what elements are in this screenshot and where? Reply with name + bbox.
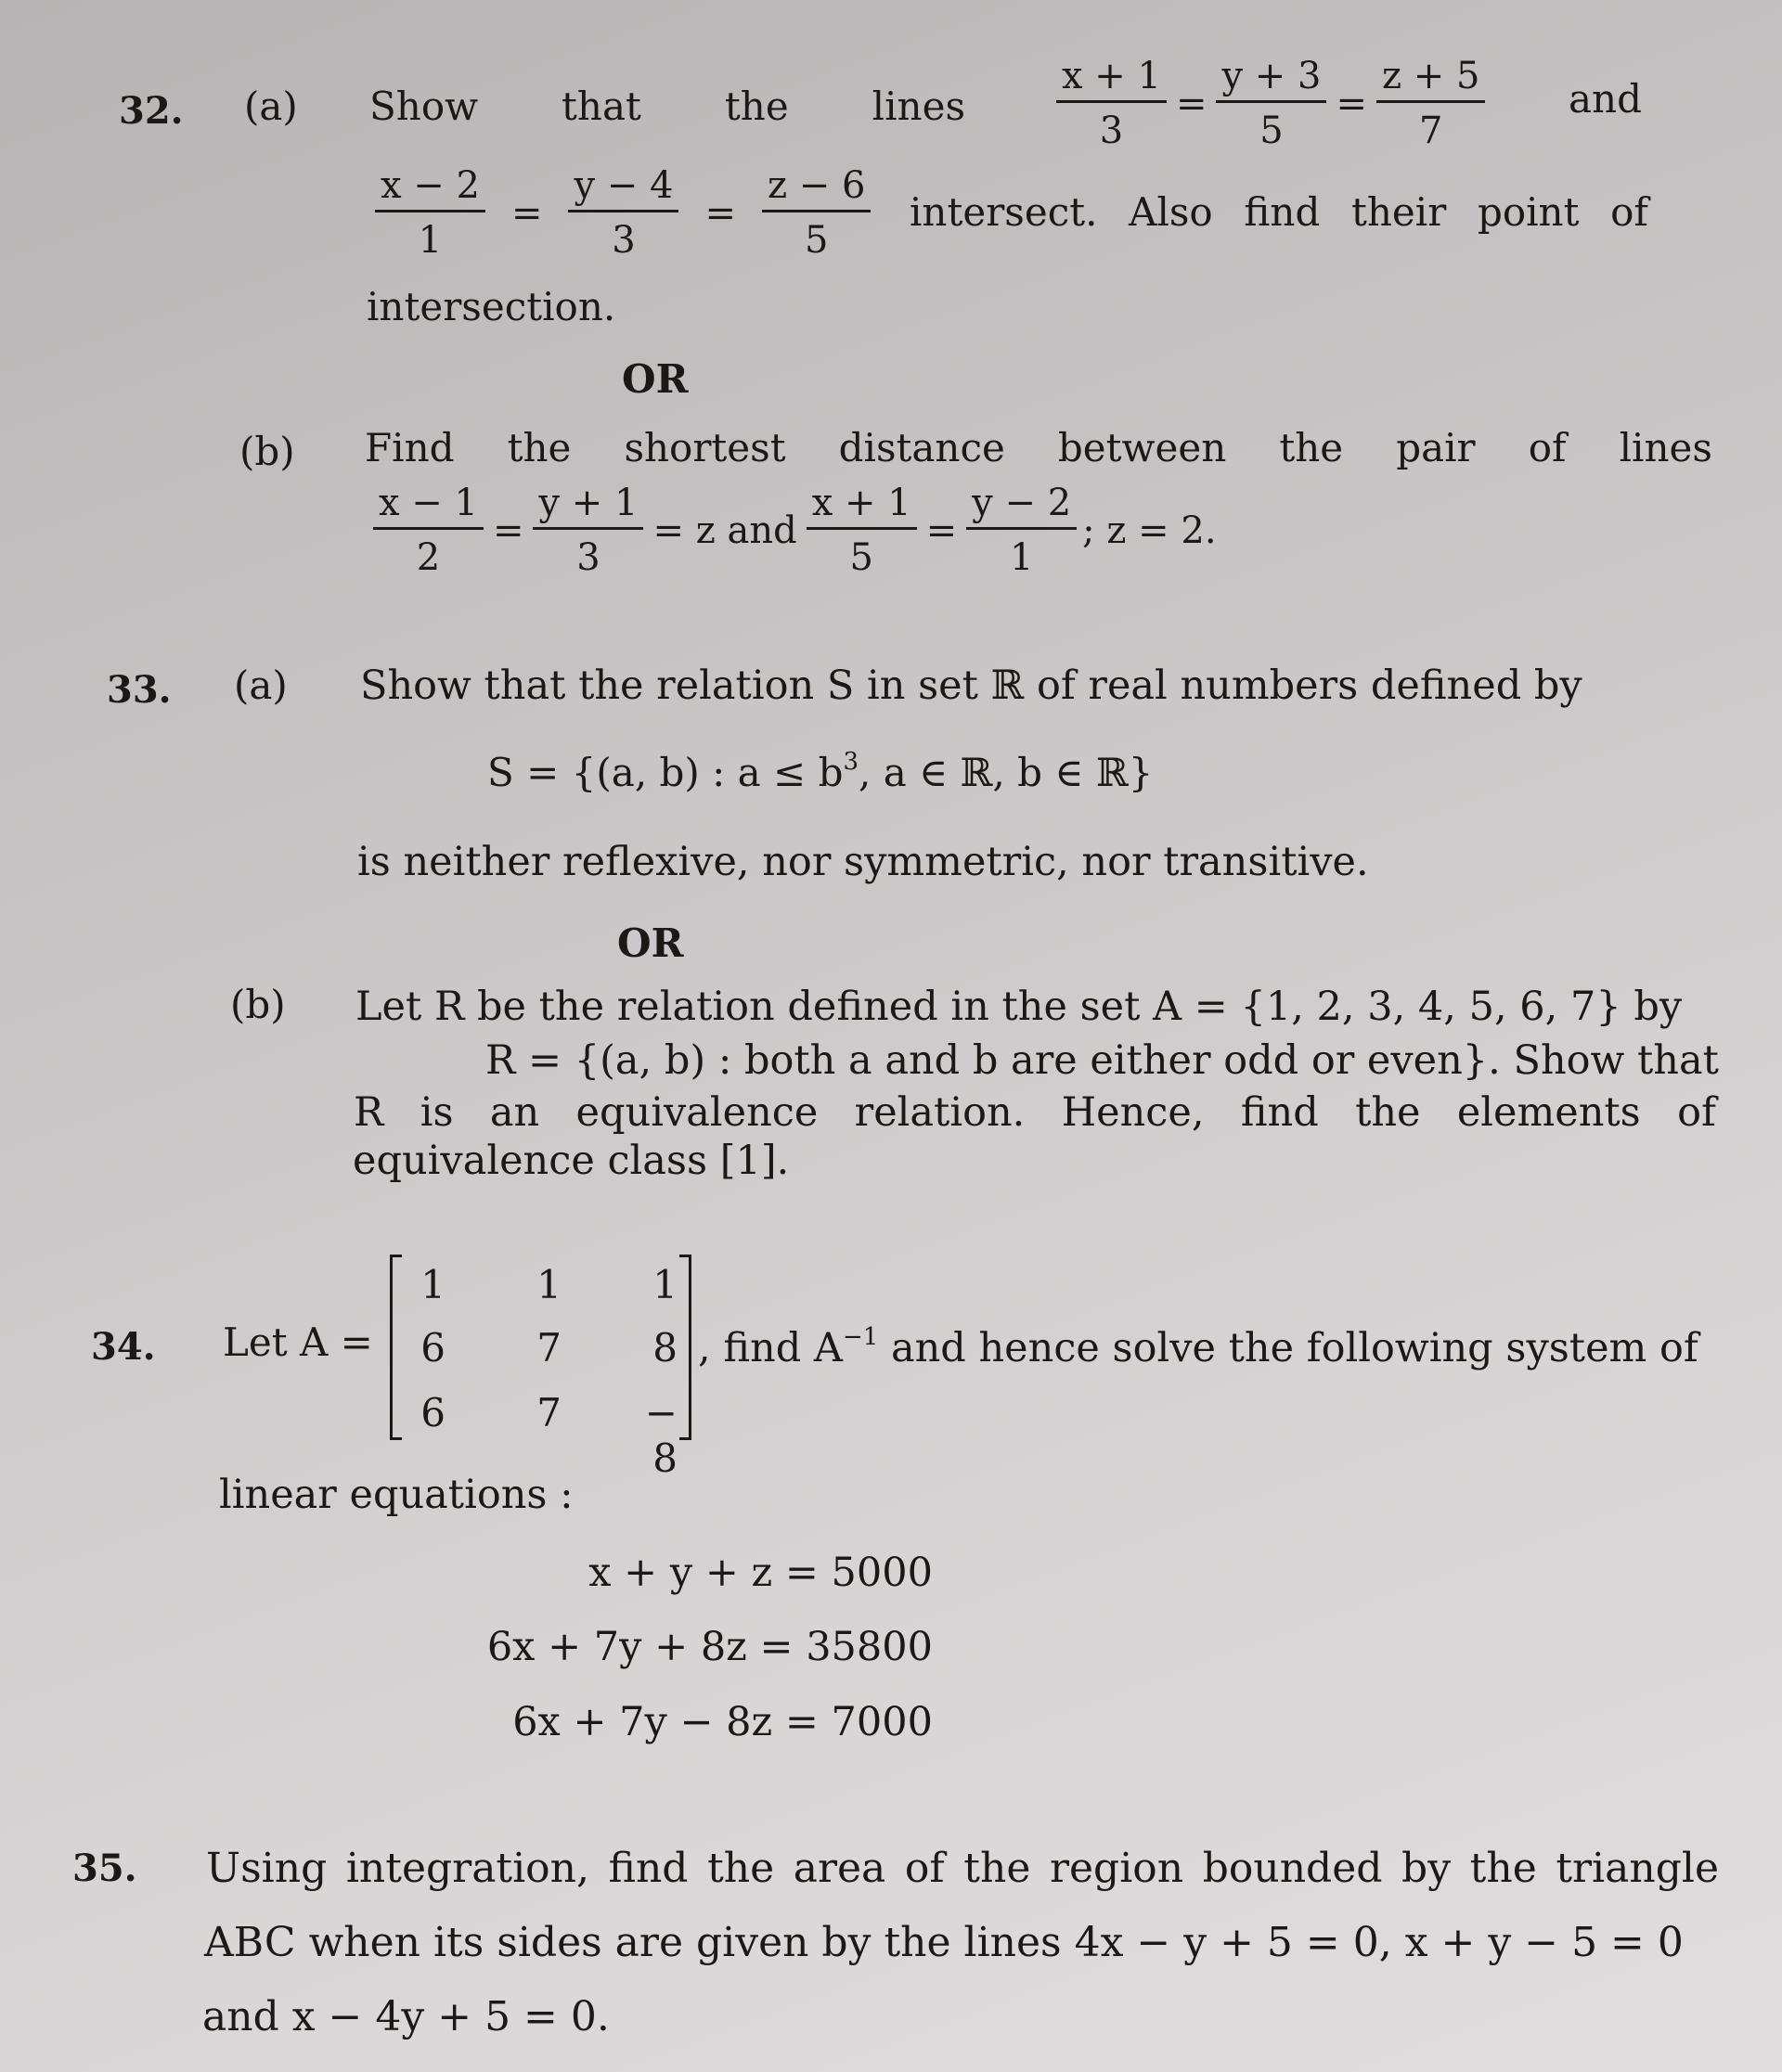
equation-2: 6x + 7y + 8z = 35800 xyxy=(486,1624,933,1670)
q33b-line3-text: R is an equivalence relation. Hence, find the elements of xyxy=(354,1089,1716,1136)
q32-part-b-label: (b) xyxy=(239,429,295,474)
fraction: $\frac{x - 2}{1}$ xyxy=(375,167,485,259)
fraction: $\frac{z - 6}{5}$ xyxy=(762,167,871,259)
q32-part-a-label: (a) xyxy=(244,84,298,129)
q33-part-a-label: (a) xyxy=(234,663,288,708)
equation-1: x + y + z = 5000 xyxy=(588,1550,933,1596)
fraction: $\frac{y + 3}{5}$ xyxy=(1216,58,1326,149)
q32a-line3-text: intersection. xyxy=(367,284,616,329)
q34-line1-text: , find $A^{-1}$ and hence solve the following system of xyxy=(698,1323,1698,1371)
fraction: $\frac{x + 1}{3}$ xyxy=(1056,58,1167,149)
q33b-line2-text: R = {(a, b) : both a and b are either odd or even}. Show that xyxy=(485,1037,1719,1084)
q32a-line1-equation: $\frac{x + 1}{3}$ = $\frac{y + 3}{5}$ = $\frac{z + 5}{7}$ xyxy=(1051,58,1491,149)
q35-line3-text: and x − 4y + 5 = 0. xyxy=(202,1993,610,2040)
question-number-34: 34. xyxy=(91,1325,156,1369)
q33a-set-definition: S = {(a, b) : $a \le b^3$, a ∈ ℝ, b ∈ ℝ} xyxy=(487,748,1154,795)
fraction: $\frac{y - 2}{1}$ xyxy=(966,484,1077,576)
question-number-33: 33. xyxy=(107,668,172,712)
question-number-32: 32. xyxy=(119,89,184,133)
q33-part-b-label: (b) xyxy=(230,982,286,1027)
q32b-equation: $\frac{x - 1}{2}$ = $\frac{y + 1}{3}$ = z and $\frac{x + 1}{5}$ = $\frac{y - 2}{1}$ ; z = 2. xyxy=(368,484,1220,576)
q32a-line2-equation: $\frac{x - 2}{1}$ = $\frac{y - 4}{3}$ = $\frac{z - 6}{5}$ xyxy=(369,167,876,259)
q35-line1-text: Using integration, find the area of the region bounded by the triangle xyxy=(206,1845,1719,1892)
q33-or-divider: OR xyxy=(617,920,684,966)
q34-let-a: Let A = xyxy=(223,1319,373,1365)
q32b-line1-text: Find the shortest distance between the pair of lines xyxy=(365,425,1712,470)
q32a-line1-text: Show that the lines xyxy=(369,84,965,129)
q33b-line1-text: Let R be the relation defined in the set A = {1, 2, 3, 4, 5, 6, 7} by xyxy=(355,984,1683,1030)
matrix-a: 1 1 1 6 7 8 6 7 − 8 xyxy=(390,1255,691,1440)
equation-3: 6x + 7y − 8z = 7000 xyxy=(512,1699,933,1745)
q35-line2-text: ABC when its sides are given by the lines 4x − y + 5 = 0, x + y − 5 = 0 xyxy=(204,1919,1684,1966)
q32-or-divider: OR xyxy=(622,356,689,402)
q33a-line1-text: Show that the relation S in set ℝ of real numbers defined by xyxy=(360,663,1582,709)
fraction: $\frac{y - 4}{3}$ xyxy=(568,167,678,259)
fraction: $\frac{y + 1}{3}$ xyxy=(533,484,643,576)
q32a-line2-text: intersect. Also find their point of xyxy=(910,189,1648,235)
q34-line2-text: linear equations : xyxy=(219,1472,574,1518)
fraction: $\frac{z + 5}{7}$ xyxy=(1376,58,1485,149)
q33b-line4-text: equivalence class [1]. xyxy=(353,1138,790,1184)
q33a-line2-text: is neither reflexive, nor symmetric, nor transitive. xyxy=(357,839,1369,885)
fraction: $\frac{x + 1}{5}$ xyxy=(807,484,917,576)
question-number-35: 35. xyxy=(72,1847,137,1890)
right-bracket xyxy=(679,1255,691,1440)
fraction: $\frac{x - 1}{2}$ xyxy=(373,484,484,576)
q32a-and: and xyxy=(1569,76,1642,122)
